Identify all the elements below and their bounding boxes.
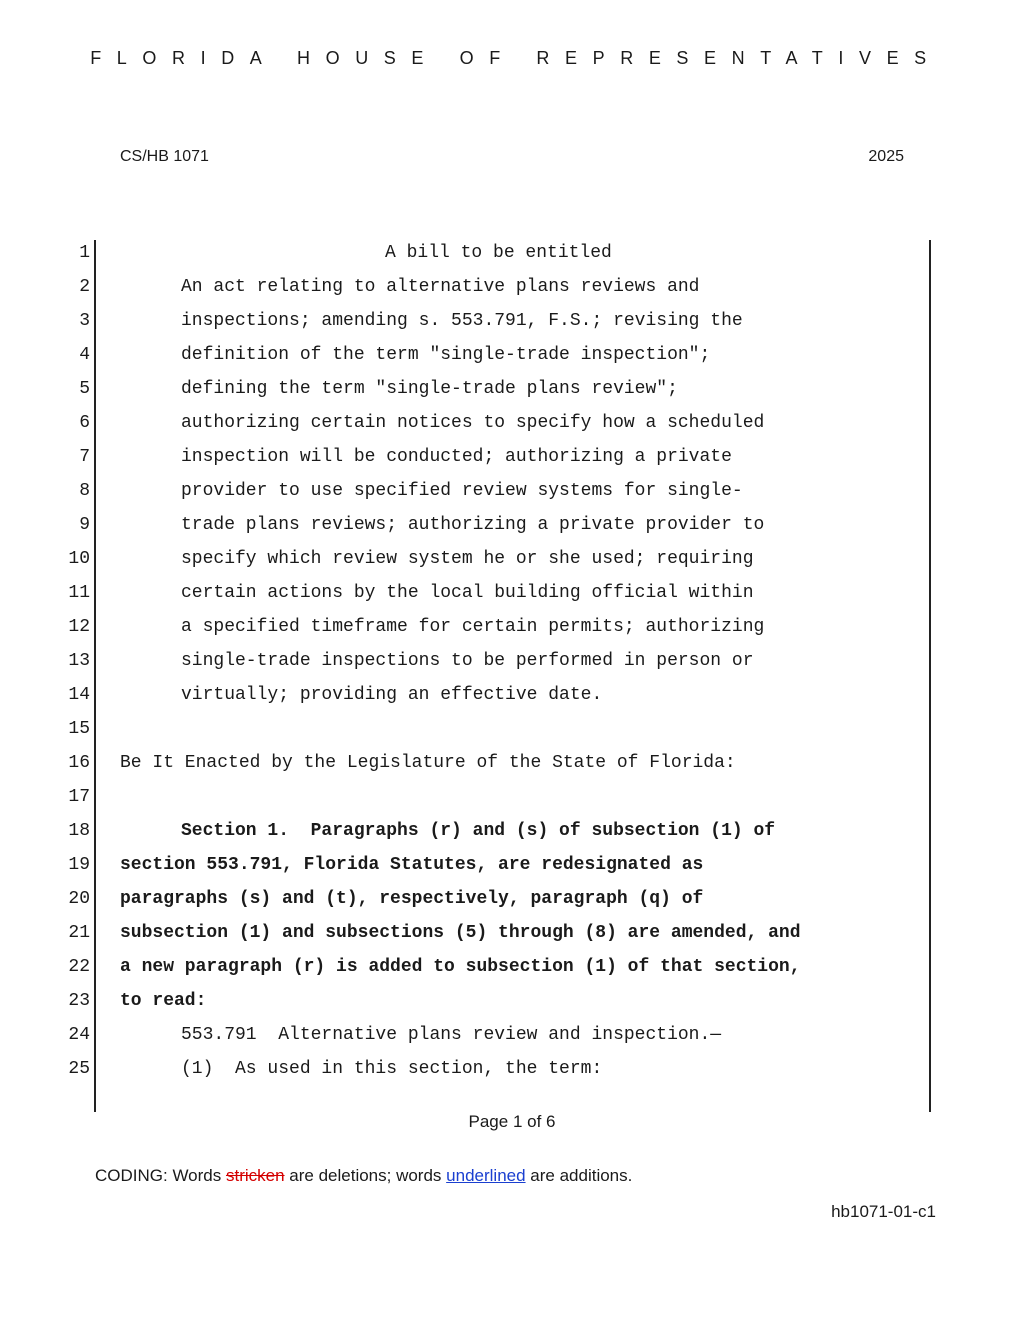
line-text: trade plans reviews; authorizing a private provider to: [181, 515, 765, 535]
bill-line: [0, 372, 1024, 406]
line-text: provider to use specified review systems for single-: [181, 481, 743, 501]
line-text: An act relating to alternative plans reviews and: [181, 277, 700, 297]
bill-line: [0, 814, 1024, 848]
line-text: 553.791 Alternative plans review and inspection.—: [181, 1025, 722, 1045]
line-text: paragraphs (s) and (t), respectively, paragraph (q) of: [120, 889, 704, 909]
line-number: 12: [68, 617, 90, 637]
line-number: 20: [68, 889, 90, 909]
bill-line: [0, 882, 1024, 916]
coding-prefix: CODING: Words: [95, 1166, 226, 1185]
bill-text: [0, 236, 1024, 1086]
line-number: 5: [79, 379, 90, 399]
bill-line: [0, 338, 1024, 372]
line-text: A bill to be entitled: [385, 243, 612, 263]
document-code: hb1071-01-c1: [831, 1202, 936, 1221]
bill-line: [0, 1052, 1024, 1086]
line-text: defining the term "single-trade plans review";: [181, 379, 678, 399]
line-number: 13: [68, 651, 90, 671]
line-text: inspection will be conducted; authorizing a private: [181, 447, 732, 467]
coding-legend: [95, 1166, 632, 1186]
bill-line: [0, 712, 1024, 746]
coding-underlined-example: underlined: [446, 1166, 526, 1185]
line-number: 7: [79, 447, 90, 467]
line-text: subsection (1) and subsections (5) through (8) are amended, and: [120, 923, 801, 943]
bill-line: [0, 270, 1024, 304]
line-text: specify which review system he or she used; requiring: [181, 549, 754, 569]
line-text: single-trade inspections to be performed in person or: [181, 651, 754, 671]
bill-year: 2025: [868, 148, 904, 165]
line-number: 14: [68, 685, 90, 705]
line-text: inspections; amending s. 553.791, F.S.; revising the: [181, 311, 743, 331]
line-text: authorizing certain notices to specify how a scheduled: [181, 413, 765, 433]
coding-stricken-example: stricken: [225, 1166, 285, 1185]
bill-line: [0, 508, 1024, 542]
bill-id: CS/HB 1071: [120, 148, 209, 165]
line-number: 8: [79, 481, 90, 501]
bill-line: [0, 644, 1024, 678]
line-number: 17: [68, 787, 90, 807]
bill-line: [0, 1018, 1024, 1052]
line-number: 15: [68, 719, 90, 739]
bill-line: [0, 780, 1024, 814]
line-text: Be It Enacted by the Legislature of the State of Florida:: [120, 753, 736, 773]
line-number: 23: [68, 991, 90, 1011]
bill-line: [0, 440, 1024, 474]
line-number: 2: [79, 277, 90, 297]
bill-line: [0, 542, 1024, 576]
bill-line: [0, 474, 1024, 508]
line-number: 19: [68, 855, 90, 875]
line-number: 3: [79, 311, 90, 331]
line-text: a new paragraph (r) is added to subsection (1) of that section,: [120, 957, 801, 977]
line-number: 21: [68, 923, 90, 943]
line-number: 9: [79, 515, 90, 535]
bill-line: [0, 678, 1024, 712]
line-number: 25: [68, 1059, 90, 1079]
line-text: (1) As used in this section, the term:: [181, 1059, 603, 1079]
bill-line: [0, 848, 1024, 882]
line-number: 6: [79, 413, 90, 433]
bill-line: [0, 984, 1024, 1018]
bill-line: [0, 950, 1024, 984]
line-text: virtually; providing an effective date.: [181, 685, 603, 705]
bill-line: [0, 236, 1024, 270]
coding-suffix: are additions.: [525, 1166, 633, 1185]
line-number: 11: [68, 583, 90, 603]
line-text: certain actions by the local building official within: [181, 583, 754, 603]
line-number: 4: [79, 345, 90, 365]
line-number: 10: [68, 549, 90, 569]
bill-line: [0, 610, 1024, 644]
coding-middle: are deletions; words: [284, 1166, 447, 1185]
line-text: section 553.791, Florida Statutes, are redesignated as: [120, 855, 704, 875]
line-text: definition of the term "single-trade inspection";: [181, 345, 711, 365]
chamber-banner: FLORIDA HOUSE OF REPRESENTATIVES: [90, 48, 942, 68]
line-number: 18: [68, 821, 90, 841]
line-number: 1: [79, 243, 90, 263]
bill-line: [0, 746, 1024, 780]
bill-line: [0, 406, 1024, 440]
bill-line: [0, 916, 1024, 950]
line-number: 16: [68, 753, 90, 773]
line-text: a specified timeframe for certain permits; authorizing: [181, 617, 765, 637]
page-number: Page 1 of 6: [468, 1112, 556, 1131]
bill-line: [0, 576, 1024, 610]
line-text: to read:: [120, 991, 207, 1011]
line-text: Section 1. Paragraphs (r) and (s) of subsection (1) of: [181, 821, 776, 841]
line-number: 22: [68, 957, 90, 977]
line-number: 24: [68, 1025, 90, 1045]
bill-line: [0, 304, 1024, 338]
